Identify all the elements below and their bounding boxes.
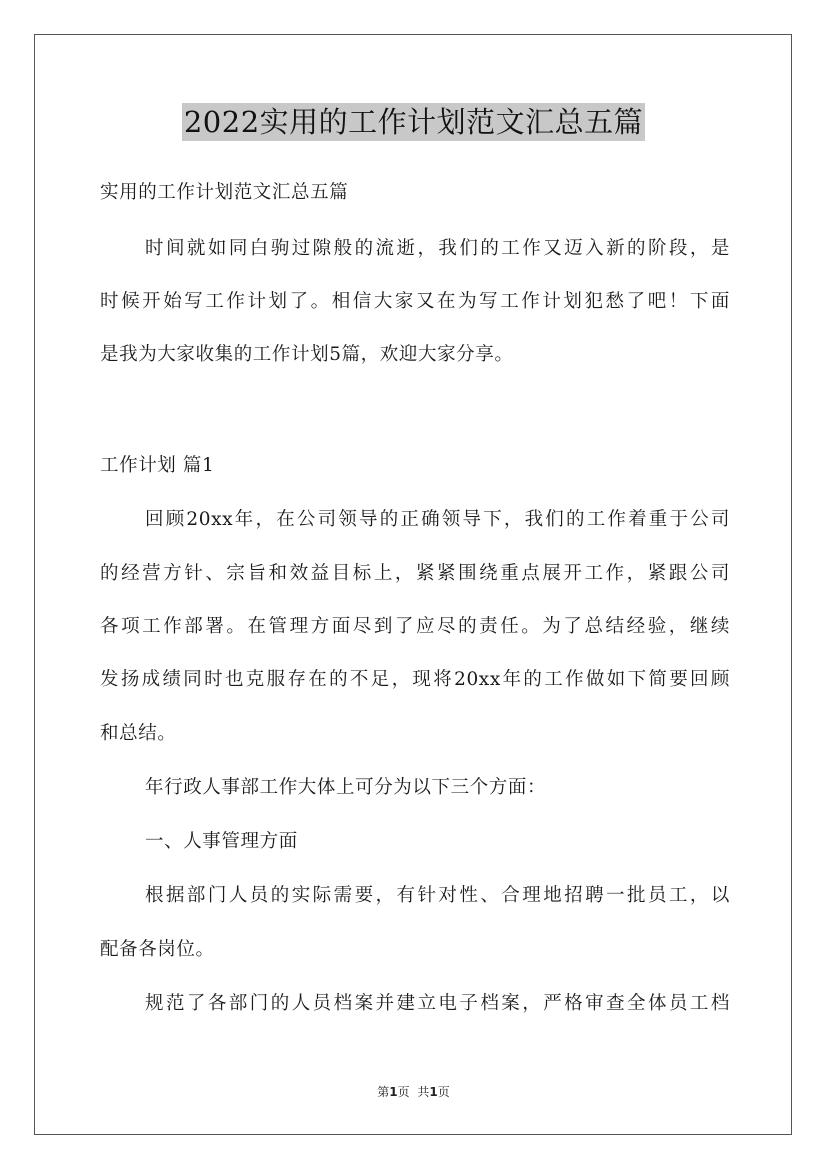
section-line-1: 回顾20xx年，在公司领导的正确领导下，我们的工作着重于公司: [145, 509, 730, 530]
section-line-4: 发扬成绩同时也克服存在的不足，现将20xx年的工作做如下简要回顾: [100, 669, 730, 690]
section-line-10: 规范了各部门的人员档案并建立电子档案，严格审查全体员工档: [145, 993, 730, 1014]
section-line-7: 一、人事管理方面: [145, 831, 298, 852]
footer-page-prefix: 第: [377, 1085, 390, 1099]
footer-total-label: 页: [437, 1085, 450, 1099]
intro-line-3: 是我为大家收集的工作计划5篇，欢迎大家分享。: [100, 344, 514, 365]
footer-page-label: 页: [397, 1085, 410, 1099]
document-subtitle: 实用的工作计划范文汇总五篇: [100, 182, 349, 203]
section-heading: 工作计划 篇1: [100, 455, 215, 476]
intro-line-2: 时候开始写工作计划了。相信大家又在为写工作计划犯愁了吧！下面: [100, 291, 730, 312]
section-line-3: 各项工作部署。在管理方面尽到了应尽的责任。为了总结经验，继续: [100, 616, 730, 637]
section-line-8: 根据部门人员的实际需要，有针对性、合理地招聘一批员工，以: [145, 885, 730, 906]
intro-line-1: 时间就如同白驹过隙般的流逝，我们的工作又迈入新的阶段，是: [145, 238, 730, 259]
footer-page-current: 1: [389, 1085, 398, 1099]
section-line-5: 和总结。: [100, 723, 177, 744]
document-title: 2022实用的工作计划范文汇总五篇: [183, 105, 644, 139]
title-container: [0, 103, 827, 141]
footer-page-total: 1: [429, 1085, 438, 1099]
footer-total-prefix: 共: [417, 1085, 430, 1099]
section-line-2: 的经营方针、宗旨和效益目标上，紧紧围绕重点展开工作，紧跟公司: [100, 563, 730, 584]
section-line-6: 年行政人事部工作大体上可分为以下三个方面：: [145, 777, 547, 798]
page-footer: [0, 1084, 827, 1100]
section-line-9: 配备各岗位。: [100, 939, 215, 960]
